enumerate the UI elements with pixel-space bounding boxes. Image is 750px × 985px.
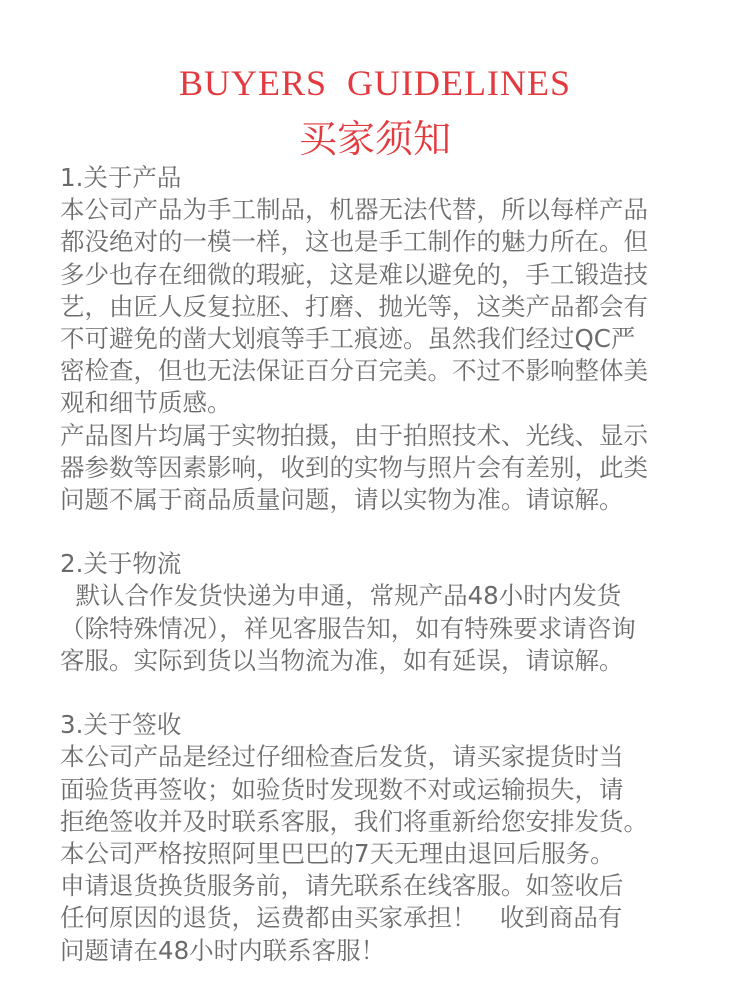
paragraph-line: 器参数等因素影响，收到的实物与照片会有差别，此类	[60, 452, 648, 482]
paragraph-line: 不可避免的凿大划痕等手工痕迹。虽然我们经过QC严	[60, 323, 636, 353]
paragraph-line: 客服。实际到货以当物流为准，如有延误，请谅解。	[60, 645, 624, 675]
paragraph-line: 本公司产品是经过仔细检查后发货，请买家提货时当	[60, 742, 624, 772]
paragraph-line: 多少也存在细微的瑕疵，这是难以避免的，手工锻造技	[60, 259, 648, 289]
guidelines-content	[60, 162, 720, 967]
paragraph-line: 面验货再签收；如验货时发现数不对或运输损失，请	[60, 774, 624, 804]
section-spacer	[60, 516, 720, 548]
title-english: BUYERS GUIDELINES	[179, 63, 571, 103]
paragraph-line: 拒绝签收并及时联系客服，我们将重新给您安排发货。	[60, 806, 648, 836]
paragraph-line: 默认合作发货快递为申通，常规产品48小时内发货	[60, 581, 622, 611]
section-heading: 2.关于物流	[60, 549, 182, 579]
paragraph-line: （除特殊情况），祥见客服告知，如有特殊要求请咨询	[60, 613, 636, 643]
section-product	[60, 162, 720, 516]
paragraph-line: 问题不属于商品质量问题，请以实物为准。请谅解。	[60, 484, 624, 514]
section-spacer	[60, 677, 720, 709]
paragraph-line: 都没绝对的一模一样，这也是手工制作的魅力所在。但	[60, 227, 648, 257]
paragraph-line: 申请退货换货服务前，请先联系在线客服。如签收后	[60, 871, 624, 901]
paragraph-line: 密检查，但也无法保证百分百完美。不过不影响整体美	[60, 356, 648, 386]
paragraph-line: 观和细节质感。	[60, 388, 232, 418]
paragraph-line: 本公司严格按照阿里巴巴的7天无理由退回后服务。	[60, 838, 615, 868]
paragraph-line: 任何原因的退货，运费都由买家承担！ 收到商品有	[60, 903, 623, 933]
section-logistics	[60, 548, 720, 677]
paragraph-line: 产品图片均属于实物拍摄，由于拍照技术、光线、显示	[60, 420, 648, 450]
section-heading: 1.关于产品	[60, 163, 182, 192]
paragraph-line: 问题请在48小时内联系客服！	[60, 935, 386, 965]
section-heading: 3.关于签收	[60, 710, 182, 740]
paragraph-line: 艺，由匠人反复拉胚、打磨、抛光等，这类产品都会有	[60, 291, 648, 321]
title-chinese: 买家须知	[298, 117, 451, 161]
section-receipt	[60, 709, 720, 967]
paragraph-line: 本公司产品为手工制品，机器无法代替，所以每样产品	[60, 195, 648, 225]
